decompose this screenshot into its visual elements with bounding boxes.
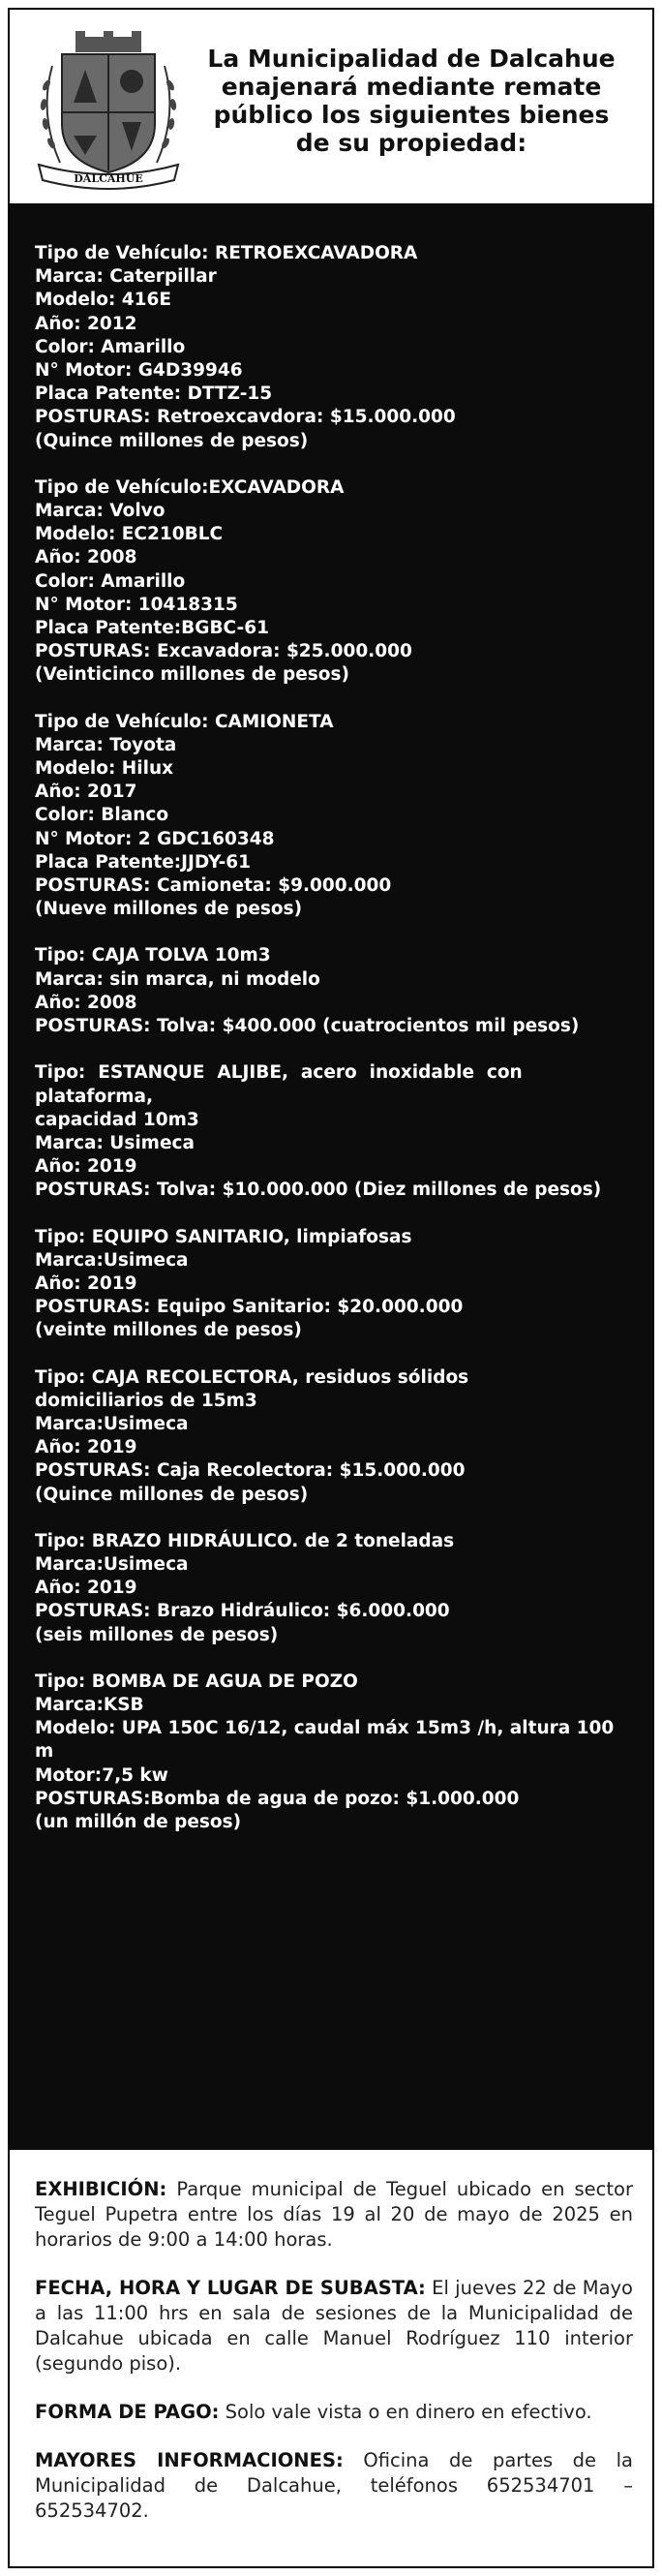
item-line: Marca:Usimeca <box>35 1249 189 1271</box>
auction-item <box>35 1530 635 1647</box>
auction-item <box>35 1366 635 1507</box>
item-line: N° Motor: G4D39946 <box>35 360 243 382</box>
item-line: Tipo: BRAZO HIDRÁULICO. de 2 toneladas <box>35 1530 455 1551</box>
detail-text: Solo vale vista o en dinero en efectivo. <box>219 2401 592 2423</box>
item-line: (Quince millones de pesos) <box>35 1484 309 1505</box>
auction-details <box>35 2177 633 2547</box>
item-line: POSTURAS: Tolva: $10.000.000 (Diez millones de pesos) <box>35 1180 602 1201</box>
municipal-crest-icon <box>31 27 186 192</box>
item-line: (Quince millones de pesos) <box>35 430 309 451</box>
item-line: Marca:KSB <box>35 1694 144 1715</box>
item-line: Año: 2008 <box>35 992 137 1013</box>
detail-label: EXHIBICIÓN: <box>35 2178 167 2200</box>
detail-text: Oficina de partes de la Municipalidad de Dalcahue, teléfonos 652534701 – 652534702. <box>35 2449 633 2522</box>
item-line: Marca: Usimeca <box>35 1132 195 1153</box>
item-line: Modelo: UPA 150C 16/12, caudal máx 15m3 /h, altura 100 m <box>35 1718 620 1763</box>
notice-frame <box>8 8 654 2568</box>
item-line: Placa Patente: DTTZ-15 <box>35 383 273 405</box>
item-line: Tipo: ESTANQUE ALJIBE, acero inoxidable con plataforma, <box>35 1062 535 1107</box>
auction-item <box>35 242 635 453</box>
item-line: Tipo: BOMBA DE AGUA DE POZO <box>35 1671 358 1692</box>
item-line: Modelo: 416E <box>35 290 172 311</box>
detail-label: FECHA, HORA Y LUGAR DE SUBASTA: <box>35 2277 426 2299</box>
item-line: Año: 2019 <box>35 1273 137 1294</box>
detail-paragraph <box>35 2177 633 2253</box>
item-line: (veinte millones de pesos) <box>35 1320 302 1341</box>
crest-banner-text: DALCAHUE <box>74 172 143 185</box>
item-line: Año: 2019 <box>35 1578 137 1599</box>
detail-text: El jueves 22 de Mayo a las 11:00 hrs en sala de sesiones de la Municipalidad de Dalcahue ubicada en calle Manuel Rodríguez 110 interior (segundo piso). <box>35 2277 633 2375</box>
item-line: domiciliarios de 15m3 <box>35 1390 257 1411</box>
item-line: Tipo: CAJA RECOLECTORA, residuos sólidos <box>35 1366 469 1388</box>
item-line: Año: 2012 <box>35 313 137 334</box>
detail-text: Parque municipal de Teguel ubicado en sector Teguel Pupetra entre los días 19 al 20 de mayo de 2025 en horarios de 9:00 a 14:00 horas. <box>35 2178 633 2251</box>
item-line: (un millón de pesos) <box>35 1811 242 1832</box>
item-line: Tipo de Vehículo: CAMIONETA <box>35 711 334 732</box>
title-line: enajenará mediante remate <box>221 73 602 101</box>
item-line: (Veinticinco millones de pesos) <box>35 664 349 686</box>
auction-item <box>35 1671 635 1834</box>
auction-item <box>35 1061 635 1202</box>
item-line: Tipo de Vehículo: RETROEXCAVADORA <box>35 243 418 263</box>
item-line: POSTURAS: Equipo Sanitario: $20.000.000 <box>35 1297 464 1318</box>
item-line: POSTURAS: Brazo Hidráulico: $6.000.000 <box>35 1601 450 1622</box>
auction-item <box>35 711 635 922</box>
auction-item <box>35 476 635 688</box>
item-line: Color: Amarillo <box>35 570 186 592</box>
item-line: Motor:7,5 kw <box>35 1764 168 1786</box>
page-title <box>184 45 639 157</box>
item-line: POSTURAS: Retroexcavdora: $15.000.000 <box>35 407 456 428</box>
item-line: Año: 2017 <box>35 782 137 803</box>
item-line: POSTURAS: Tolva: $400.000 (cuatrocientos mil pesos) <box>35 1016 580 1037</box>
item-line: Marca:Usimeca <box>35 1553 189 1575</box>
item-line: Marca: Toyota <box>35 734 177 755</box>
title-line: La Municipalidad de Dalcahue <box>207 45 616 73</box>
item-line: Marca: Caterpillar <box>35 266 217 288</box>
detail-paragraph <box>35 2400 633 2425</box>
auction-item <box>35 1226 635 1343</box>
detail-label: FORMA DE PAGO: <box>35 2401 220 2423</box>
item-line: Placa Patente:JJDY-61 <box>35 851 252 873</box>
detail-paragraph <box>35 2276 633 2377</box>
item-line: (seis millones de pesos) <box>35 1624 279 1645</box>
item-line: capacidad 10m3 <box>35 1109 199 1130</box>
item-line: Placa Patente:BGBC-61 <box>35 618 269 639</box>
auction-item <box>35 944 635 1038</box>
notice-header <box>10 10 652 203</box>
item-line: Año: 2008 <box>35 547 137 568</box>
title-line: público los siguientes bienes <box>213 101 610 129</box>
item-line: Tipo de Vehículo:EXCAVADORA <box>35 476 345 498</box>
items-panel <box>10 203 652 2150</box>
item-line: Modelo: EC210BLC <box>35 524 224 545</box>
item-line: POSTURAS:Bomba de agua de pozo: $1.000.000 <box>35 1788 520 1809</box>
item-line: Marca:Usimeca <box>35 1413 189 1434</box>
item-line: Color: Amarillo <box>35 336 186 357</box>
items-list <box>35 242 635 1857</box>
item-line: Año: 2019 <box>35 1437 137 1458</box>
detail-label: MAYORES INFORMACIONES: <box>35 2449 344 2471</box>
item-line: Año: 2019 <box>35 1156 137 1178</box>
item-line: (Nueve millones de pesos) <box>35 899 303 920</box>
item-line: Marca: Volvo <box>35 501 166 522</box>
item-line: Tipo: EQUIPO SANITARIO, limpiafosas <box>35 1226 412 1247</box>
item-line: Color: Blanco <box>35 805 169 826</box>
item-line: POSTURAS: Excavadora: $25.000.000 <box>35 641 412 662</box>
detail-paragraph <box>35 2448 633 2524</box>
item-line: N° Motor: 10418315 <box>35 594 238 615</box>
item-line: POSTURAS: Caja Recolectora: $15.000.000 <box>35 1460 466 1482</box>
item-line: Modelo: Hilux <box>35 758 174 780</box>
item-line: POSTURAS: Camioneta: $9.000.000 <box>35 875 392 897</box>
item-line: Marca: sin marca, ni modelo <box>35 968 320 990</box>
item-line: Tipo: CAJA TOLVA 10m3 <box>35 945 271 966</box>
title-line: de su propiedad: <box>295 129 527 157</box>
item-line: N° Motor: 2 GDC160348 <box>35 828 275 849</box>
